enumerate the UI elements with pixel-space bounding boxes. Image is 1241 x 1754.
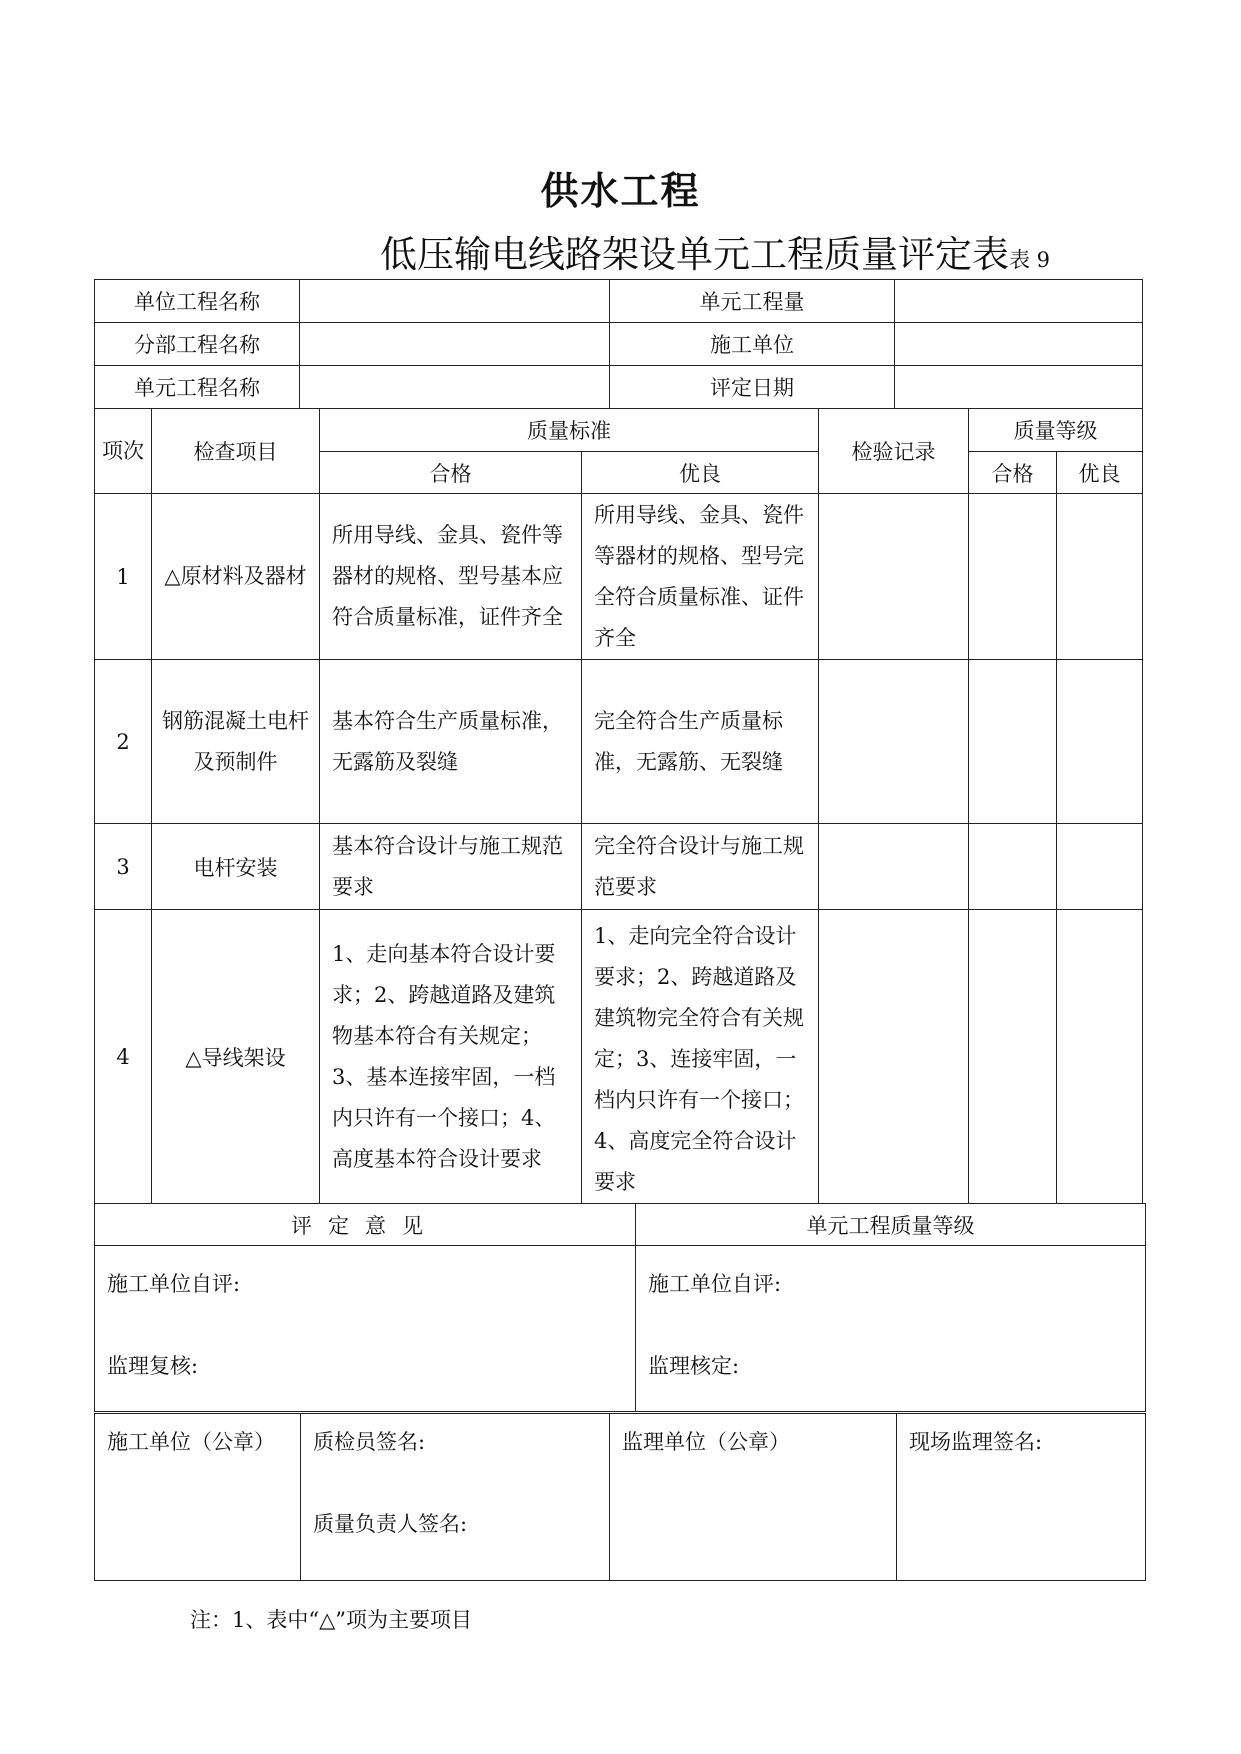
table-number: 表 9 xyxy=(1009,248,1051,272)
row-pass-standard: 所用导线、金具、瓷件等器材的规格、型号基本应符合质量标准，证件齐全 xyxy=(320,494,582,660)
unit-quantity-label: 单元工程量 xyxy=(610,280,895,323)
form-title-text: 低压输电线路架设单元工程质量评定表 xyxy=(380,233,1009,276)
row-grade-pass[interactable] xyxy=(969,824,1057,910)
opinion-cell[interactable] xyxy=(95,1246,636,1412)
row-inspection-record[interactable] xyxy=(819,824,969,910)
inspection-table xyxy=(94,408,1143,1204)
row-item: △原材料及器材 xyxy=(152,494,320,660)
row-excellent-standard: 所用导线、金具、瓷件等器材的规格、型号完全符合质量标准、证件齐全 xyxy=(582,494,819,660)
row-excellent-standard: 1、走向完全符合设计要求；2、跨越道路及建筑物完全符合有关规定；3、连接牢固，一档内只许有一个接口；4、高度完全符合设计要求 xyxy=(582,910,819,1204)
construction-unit-label: 施工单位 xyxy=(610,323,895,366)
element-project-name-value[interactable] xyxy=(300,366,610,409)
info-table xyxy=(94,279,1143,409)
evaluation-table xyxy=(94,1203,1146,1412)
element-project-name-label: 单元工程名称 xyxy=(95,366,300,409)
unit-project-name-label: 单位工程名称 xyxy=(95,280,300,323)
eval-date-value[interactable] xyxy=(895,366,1143,409)
row-excellent-standard: 完全符合设计与施工规范要求 xyxy=(582,824,819,910)
row-inspection-record[interactable] xyxy=(819,660,969,824)
table-row xyxy=(95,910,1143,1204)
row-excellent-standard: 完全符合生产质量标准，无露筋、无裂缝 xyxy=(582,660,819,824)
supervision-review-label: 监理复核: xyxy=(107,1354,199,1378)
row-grade-pass[interactable] xyxy=(969,660,1057,824)
row-grade-pass[interactable] xyxy=(969,494,1057,660)
inspector-sign-cell[interactable] xyxy=(301,1414,610,1581)
row-no: 3 xyxy=(95,824,152,910)
sub-project-name-label: 分部工程名称 xyxy=(95,323,300,366)
grade-pass-header: 合格 xyxy=(969,452,1057,494)
row-pass-standard: 基本符合设计与施工规范要求 xyxy=(320,824,582,910)
eval-date-label: 评定日期 xyxy=(610,366,895,409)
unit-quantity-value[interactable] xyxy=(895,280,1143,323)
unit-project-name-value[interactable] xyxy=(300,280,610,323)
quality-manager-sign-label: 质量负责人签名: xyxy=(313,1512,468,1536)
check-item-header: 检查项目 xyxy=(152,409,320,494)
row-pass-standard: 1、走向基本符合设计要求；2、跨越道路及建筑物基本符合有关规定；3、基本连接牢固，一档内只许有一个接口；4、高度基本符合设计要求 xyxy=(320,910,582,1204)
construction-seal-label: 施工单位（公章） xyxy=(107,1430,275,1454)
item-no-header: 项次 xyxy=(95,409,152,494)
project-title: 供水工程 xyxy=(540,168,701,213)
inspection-record-header: 检验记录 xyxy=(819,409,969,494)
supervision-confirm-label: 监理核定: xyxy=(648,1354,740,1378)
quality-grade-header: 质量等级 xyxy=(969,409,1143,452)
grade-excellent-header: 优良 xyxy=(1057,452,1143,494)
construction-unit-value[interactable] xyxy=(895,323,1143,366)
row-grade-excellent[interactable] xyxy=(1057,660,1143,824)
row-grade-excellent[interactable] xyxy=(1057,910,1143,1204)
row-item: △导线架设 xyxy=(152,910,320,1204)
sub-project-name-value[interactable] xyxy=(300,323,610,366)
table-row xyxy=(95,660,1143,824)
row-grade-pass[interactable] xyxy=(969,910,1057,1204)
footnote: 注：1、表中“△”项为主要项目 xyxy=(190,1608,472,1632)
standard-excellent-header: 优良 xyxy=(582,452,819,494)
supervision-seal-cell[interactable] xyxy=(610,1414,897,1581)
inspector-sign-label: 质检员签名: xyxy=(313,1430,426,1454)
row-no: 1 xyxy=(95,494,152,660)
table-row xyxy=(95,824,1143,910)
signature-table xyxy=(94,1413,1146,1581)
row-item: 钢筋混凝土电杆及预制件 xyxy=(152,660,320,824)
row-pass-standard: 基本符合生产质量标准，无露筋及裂缝 xyxy=(320,660,582,824)
site-supervisor-sign-label: 现场监理签名: xyxy=(909,1430,1043,1454)
row-no: 4 xyxy=(95,910,152,1204)
row-no: 2 xyxy=(95,660,152,824)
self-eval-right-label: 施工单位自评: xyxy=(648,1272,782,1296)
row-grade-excellent[interactable] xyxy=(1057,824,1143,910)
grade-cell[interactable] xyxy=(636,1246,1146,1412)
construction-seal-cell[interactable] xyxy=(95,1414,301,1581)
row-item: 电杆安装 xyxy=(152,824,320,910)
standard-pass-header: 合格 xyxy=(320,452,582,494)
row-inspection-record[interactable] xyxy=(819,910,969,1204)
form-title xyxy=(380,224,1050,278)
unit-grade-header: 单元工程质量等级 xyxy=(636,1204,1146,1246)
supervision-seal-label: 监理单位（公章） xyxy=(622,1430,790,1454)
row-grade-excellent[interactable] xyxy=(1057,494,1143,660)
self-eval-left-label: 施工单位自评: xyxy=(107,1272,241,1296)
row-inspection-record[interactable] xyxy=(819,494,969,660)
opinion-header: 评定意见 xyxy=(95,1204,636,1246)
quality-standard-header: 质量标准 xyxy=(320,409,819,452)
site-supervisor-sign-cell[interactable] xyxy=(897,1414,1146,1581)
table-row xyxy=(95,494,1143,660)
